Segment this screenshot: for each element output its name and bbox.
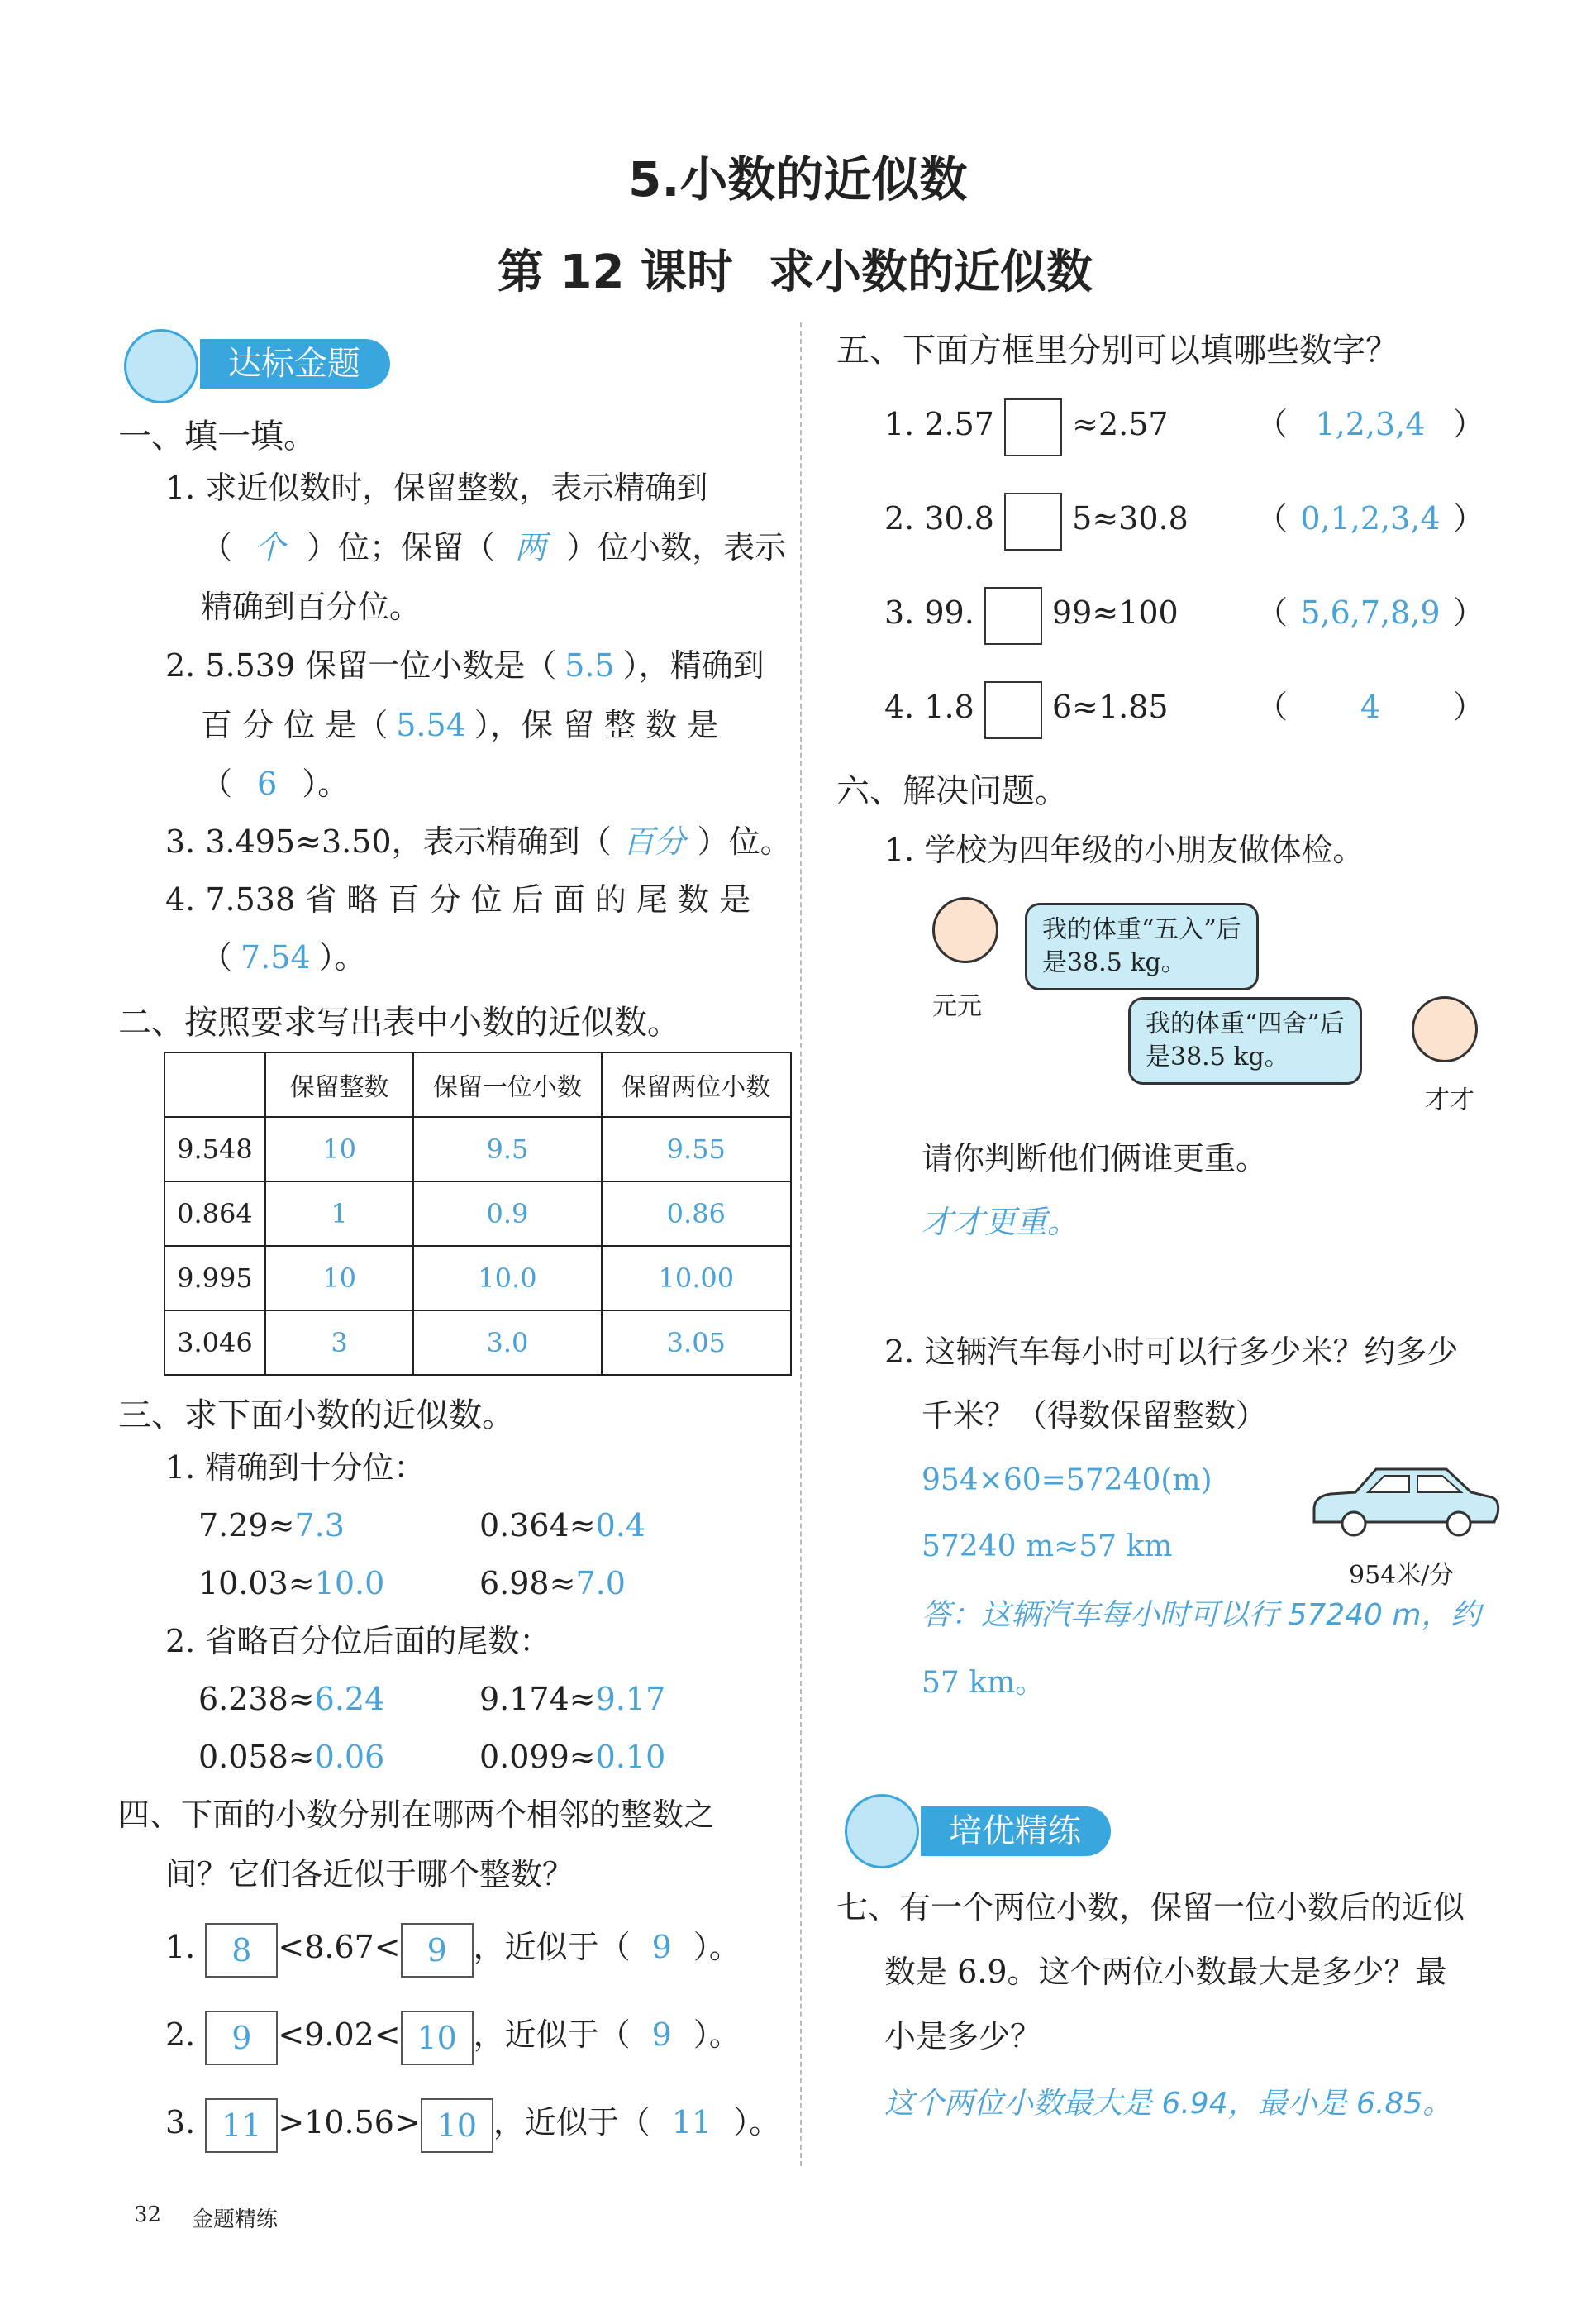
bubble-line: 我的体重“四舍”后 xyxy=(1146,1009,1345,1038)
s3-item xyxy=(479,1496,645,1554)
lesson-topic: 求小数的近似数 xyxy=(769,246,1093,299)
table-row xyxy=(164,1310,791,1375)
table-cell: 0.9 xyxy=(413,1181,601,1246)
s1-q2-line2 xyxy=(201,696,718,754)
bubble-line: 我的体重“五入”后 xyxy=(1042,915,1241,944)
paren: （ xyxy=(1256,689,1289,725)
s5-answer-row xyxy=(1256,678,1488,736)
s1-q3 xyxy=(165,813,792,871)
table-row xyxy=(164,1117,791,1181)
text: 10.03≈ xyxy=(198,1565,315,1601)
s5-answer: 1,2,3,4 xyxy=(1315,406,1426,442)
s6-ask: 请你判断他们俩谁更重。 xyxy=(922,1140,1268,1176)
paren: （ xyxy=(201,939,233,976)
paren: ） xyxy=(1453,500,1485,537)
answer-box: 10 xyxy=(401,2011,474,2065)
girl-yuanyuan-icon xyxy=(932,897,998,963)
s1-q1-answer1: 个 xyxy=(254,529,286,565)
s3-item xyxy=(198,1728,384,1786)
s6-q2-answer-line1: 答：这辆汽车每小时可以行 57240 m，约 xyxy=(922,1598,1481,1632)
blank-box xyxy=(1004,493,1062,551)
answer-box: 9 xyxy=(401,1923,474,1978)
table-cell: 9.5 xyxy=(413,1117,601,1181)
section2-heading: 二、按照要求写出表中小数的近似数。 xyxy=(118,1004,680,1042)
s5-answer: 5,6,7,8,9 xyxy=(1300,594,1441,631)
text: ，近似于（ xyxy=(473,2016,631,2053)
text: 7.29≈ xyxy=(198,1507,295,1544)
paren: （ xyxy=(1256,594,1289,631)
s1-q4-line1: 4. 7.538 省 略 百 分 位 后 面 的 尾 数 是 xyxy=(165,881,750,918)
answer-box: 10 xyxy=(421,2098,493,2153)
s4-answer: 9 xyxy=(651,2016,672,2053)
paren: ） xyxy=(1453,406,1485,442)
s6-q2-work1: 954×60=57240(m) xyxy=(922,1463,1212,1497)
s5-answer: 0,1,2,3,4 xyxy=(1300,500,1441,537)
text: 0.364≈ xyxy=(479,1507,596,1544)
text: ）。 xyxy=(693,2016,741,2053)
text: 6.98≈ xyxy=(479,1565,576,1601)
page-title: 5.小数的近似数 xyxy=(628,151,968,208)
s3-item xyxy=(198,1496,345,1554)
expression: 3. 99. xyxy=(884,594,974,631)
approx-table xyxy=(164,1052,792,1376)
paren: （ xyxy=(1256,406,1289,442)
s3-item xyxy=(479,1554,626,1612)
table-cell: 3 xyxy=(265,1310,413,1375)
page-number: 32 xyxy=(134,2202,162,2227)
s3-answer: 0.4 xyxy=(595,1507,646,1544)
table-header-cell: 保留两位小数 xyxy=(602,1052,791,1117)
s7-answer: 这个两位小数最大是 6.94，最小是 6.85。 xyxy=(884,2087,1453,2121)
s1-q2-answer3: 6 xyxy=(257,766,278,802)
s1-q2-line3 xyxy=(201,755,349,813)
table-cell: 10.0 xyxy=(413,1246,601,1310)
answer-box: 9 xyxy=(205,2011,278,2065)
paren: （ xyxy=(201,529,233,565)
s5-answer: 4 xyxy=(1360,689,1381,725)
text: ），精确到 xyxy=(622,647,765,684)
section-banner-advanced: 培优精练 xyxy=(927,1806,1111,1856)
paren: ） xyxy=(1453,594,1485,631)
s1-q2-answer1: 5.5 xyxy=(564,647,615,684)
expression: 2. 30.8 xyxy=(884,500,994,537)
s5-item xyxy=(884,584,1179,645)
s3-part2-title: 2. 省略百分位后面的尾数： xyxy=(165,1623,551,1659)
expression: 6≈1.85 xyxy=(1051,689,1169,725)
blank-box xyxy=(1004,398,1062,456)
s1-q1-answer2: 两 xyxy=(515,529,547,565)
text: 0.058≈ xyxy=(198,1739,315,1775)
bubble-line: 是38.5 kg。 xyxy=(1146,1043,1289,1071)
s5-answer-row xyxy=(1256,489,1488,547)
expression: 99≈100 xyxy=(1051,594,1179,631)
s6-q2-answer-line2: 57 km。 xyxy=(922,1666,1046,1700)
table-cell: 0.864 xyxy=(164,1181,265,1246)
s5-item xyxy=(884,395,1169,456)
s3-answer: 6.24 xyxy=(314,1681,385,1717)
expression: ≈2.57 xyxy=(1072,406,1169,442)
s3-item xyxy=(479,1670,665,1728)
section1-heading: 一、填一填。 xyxy=(118,418,317,456)
text: 6.238≈ xyxy=(198,1681,315,1717)
s5-answer-row xyxy=(1256,395,1488,453)
s4-answer: 9 xyxy=(651,1929,672,1965)
s3-answer: 0.10 xyxy=(595,1739,666,1775)
text: 9.174≈ xyxy=(479,1681,596,1717)
paren: （ xyxy=(1256,500,1289,537)
s6-q2-line2: 千米？（得数保留整数） xyxy=(922,1397,1268,1434)
text: ）。 xyxy=(733,2104,781,2140)
s3-item xyxy=(198,1670,384,1728)
bubble-line: 是38.5 kg。 xyxy=(1042,948,1186,977)
table-header-cell: 保留一位小数 xyxy=(413,1052,601,1117)
item-number: 1. xyxy=(165,1929,196,1965)
table-cell: 0.86 xyxy=(602,1181,791,1246)
paren: （ xyxy=(201,766,233,802)
table-header-row xyxy=(164,1052,791,1117)
s6-q1: 1. 学校为四年级的小朋友做体检。 xyxy=(884,832,1365,868)
s1-q1-line3: 精确到百分位。 xyxy=(201,589,422,625)
speech-bubble-yuanyuan xyxy=(1025,903,1259,990)
text: 百 分 位 是（ xyxy=(201,707,388,743)
s7-question-line2: 数是 6.9。这个两位小数最大是多少？最 xyxy=(884,1954,1447,1990)
table-cell: 10.00 xyxy=(602,1246,791,1310)
panda-mascot-icon xyxy=(845,1794,919,1868)
s1-q4-line2 xyxy=(201,928,366,986)
s3-answer: 0.06 xyxy=(314,1739,385,1775)
section-banner-basic: 达标金题 xyxy=(207,339,390,389)
book-name: 金题精练 xyxy=(192,2207,279,2232)
table-header-cell: 保留整数 xyxy=(265,1052,413,1117)
expression: 4. 1.8 xyxy=(884,689,974,725)
item-number: 3. xyxy=(165,2104,196,2140)
table-cell: 3.046 xyxy=(164,1310,265,1375)
car-icon xyxy=(1306,1459,1504,1550)
table-cell: 3.0 xyxy=(413,1310,601,1375)
s6-q1-answer: 才才更重。 xyxy=(922,1204,1079,1240)
text: 2. 5.539 保留一位小数是（ xyxy=(165,647,557,684)
boy-caicai-icon xyxy=(1412,996,1478,1062)
s3-answer: 7.3 xyxy=(294,1507,345,1544)
blank-box xyxy=(984,587,1042,645)
section5-heading: 五、下面方框里分别可以填哪些数字？ xyxy=(836,332,1398,370)
name-caicai: 才才 xyxy=(1425,1086,1474,1114)
expression: <9.02< xyxy=(278,2016,401,2053)
s4-item xyxy=(165,2006,741,2065)
s3-answer: 9.17 xyxy=(595,1681,666,1717)
s3-answer: 7.0 xyxy=(575,1565,626,1601)
s3-part1-title: 1. 精确到十分位： xyxy=(165,1449,426,1486)
s1-q2-answer2: 5.54 xyxy=(396,707,466,743)
s3-item xyxy=(479,1728,665,1786)
table-cell: 10 xyxy=(265,1246,413,1310)
table-cell: 9.995 xyxy=(164,1246,265,1310)
s4-item xyxy=(165,2093,780,2153)
text: ），保 留 整 数 是 xyxy=(474,707,719,743)
paren: ）。 xyxy=(302,766,350,802)
expression: 5≈30.8 xyxy=(1072,500,1189,537)
s5-item xyxy=(884,489,1189,551)
s6-q2-work2: 57240 m≈57 km xyxy=(922,1529,1173,1563)
answer-box: 11 xyxy=(205,2098,278,2153)
s1-q3-answer: 百分 xyxy=(622,823,686,860)
panda-mascot-icon xyxy=(124,329,198,403)
table-cell: 3.05 xyxy=(602,1310,791,1375)
s5-answer-row xyxy=(1256,584,1488,642)
s5-item xyxy=(884,678,1169,739)
paren: ）。 xyxy=(318,939,366,976)
table-row xyxy=(164,1246,791,1310)
table-cell: 9.55 xyxy=(602,1117,791,1181)
s1-q1-line1: 1. 求近似数时，保留整数，表示精确到 xyxy=(165,470,708,506)
table-row xyxy=(164,1181,791,1246)
expression: >10.56> xyxy=(278,2104,421,2140)
s6-q2-line1: 2. 这辆汽车每小时可以行多少米？约多少 xyxy=(884,1334,1459,1370)
paren: ） xyxy=(1453,689,1485,725)
text: ）位小数，表示 xyxy=(566,529,787,565)
s4-item xyxy=(165,1918,741,1978)
s3-item xyxy=(198,1554,384,1612)
s1-q1-line2 xyxy=(201,518,786,576)
column-divider xyxy=(800,322,802,2166)
s7-question-line1: 七、有一个两位小数，保留一位小数后的近似 xyxy=(836,1889,1465,1926)
item-number: 2. xyxy=(165,2016,196,2053)
section4-heading-line1: 四、下面的小数分别在哪两个相邻的整数之 xyxy=(118,1797,716,1833)
table-cell: 10 xyxy=(265,1117,413,1181)
text: 3. 3.495≈3.50，表示精确到（ xyxy=(165,823,612,860)
table-cell: 9.548 xyxy=(164,1117,265,1181)
text: 0.099≈ xyxy=(479,1739,596,1775)
text: ，近似于（ xyxy=(493,2104,650,2140)
text: ，近似于（ xyxy=(473,1929,631,1965)
blank-box xyxy=(984,681,1042,739)
section3-heading: 三、求下面小数的近似数。 xyxy=(118,1396,515,1434)
speech-bubble-caicai xyxy=(1128,997,1362,1085)
lesson-number: 第 12 课时 xyxy=(498,246,733,299)
s7-question-line3: 小是多少？ xyxy=(884,2018,1042,2054)
table-cell: 1 xyxy=(265,1181,413,1246)
text: ）位。 xyxy=(697,823,792,860)
expression: 1. 2.57 xyxy=(884,406,994,442)
section6-heading: 六、解决问题。 xyxy=(836,772,1068,810)
expression: <8.67< xyxy=(278,1929,401,1965)
s1-q4-answer: 7.54 xyxy=(241,939,311,976)
section4-heading-line2: 间？它们各近似于哪个整数？ xyxy=(165,1856,574,1892)
name-yuanyuan: 元元 xyxy=(932,992,982,1021)
s3-answer: 10.0 xyxy=(314,1565,385,1601)
answer-box: 8 xyxy=(205,1923,278,1978)
s4-answer: 11 xyxy=(671,2104,712,2140)
table-header-cell xyxy=(164,1052,265,1117)
text: ）。 xyxy=(693,1929,741,1965)
text: ）位；保留（ xyxy=(307,529,496,565)
s1-q2-line1 xyxy=(165,637,765,694)
car-speed-label: 954米/分 xyxy=(1349,1561,1455,1590)
